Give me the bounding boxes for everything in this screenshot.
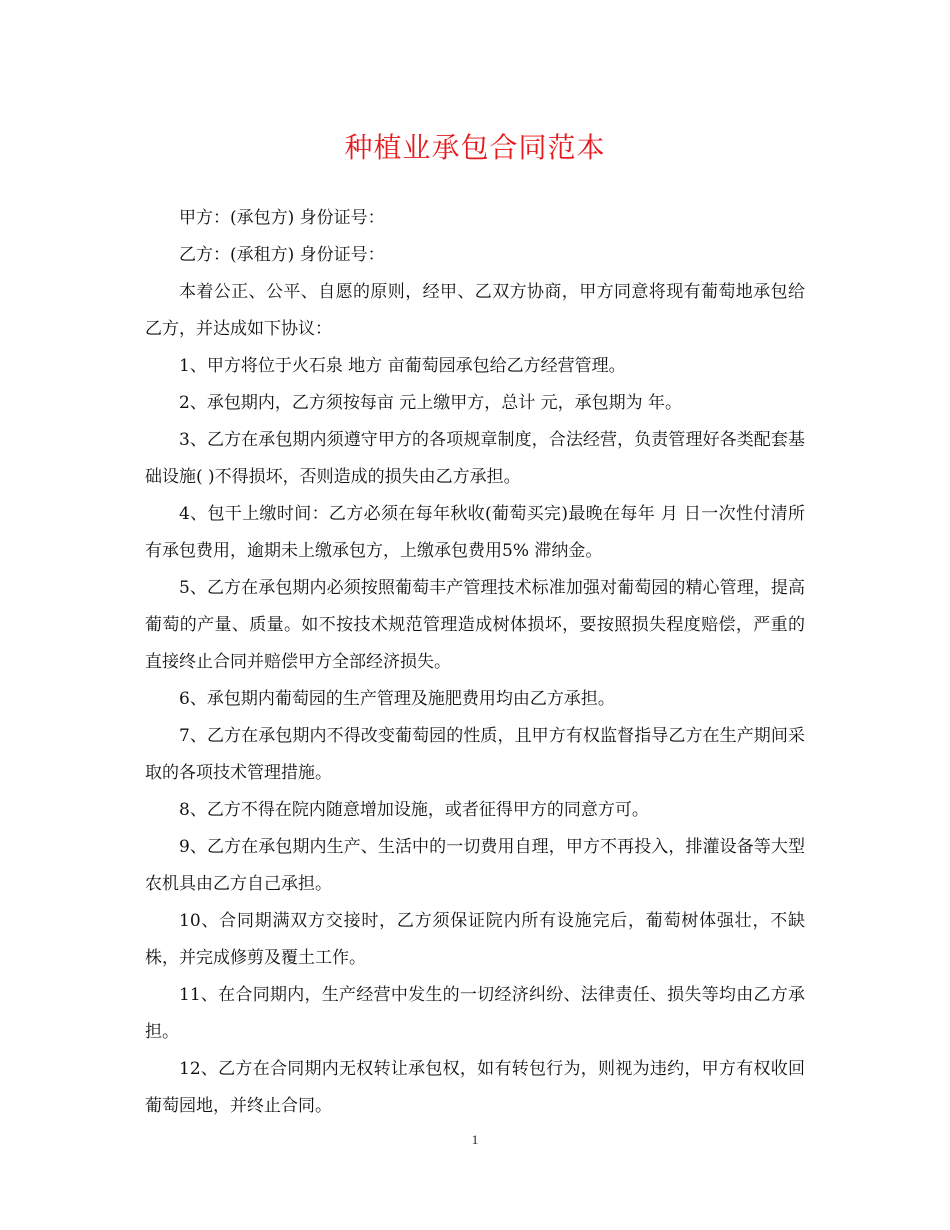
- party-b-line: 乙方：(承租方) 身份证号：: [179, 245, 385, 265]
- document-title: 种植业承包合同范本: [344, 131, 606, 164]
- clause-12: 12、乙方在合同期内无权转让承包权，如有转包行为，则视为违约，甲方有权收回葡萄园地，并终止合同。: [145, 1059, 805, 1116]
- clause-11: 11、在合同期内，生产经营中发生的一切经济纠纷、法律责任、损失等均由乙方承担。: [145, 985, 805, 1042]
- clause-5: 5、乙方在承包期内必须按照葡萄丰产管理技术标准加强对葡萄园的精心管理，提高葡萄的产量、质量。如不按技术规范管理造成树体损坏，要按照损失程度赔偿，严重的直接终止合同并赔偿甲方全部经济损失。: [145, 578, 805, 672]
- page-number: 1: [471, 1132, 479, 1147]
- clause-3: 3、乙方在承包期内须遵守甲方的各项规章制度，合法经营，负责管理好各类配套基础设施( )不得损坏，否则造成的损失由乙方承担。: [145, 430, 805, 487]
- clause-7: 7、乙方在承包期内不得改变葡萄园的性质，且甲方有权监督指导乙方在生产期间采取的各项技术管理措施。: [145, 726, 805, 783]
- clause-10: 10、合同期满双方交接时，乙方须保证院内所有设施完后，葡萄树体强壮，不缺株，并完成修剪及覆土工作。: [145, 911, 805, 968]
- clause-1: 1、甲方将位于火石泉 地方 亩葡萄园承包给乙方经营管理。: [179, 356, 626, 376]
- party-a-line: 甲方：(承包方) 身份证号：: [179, 208, 385, 228]
- clause-9: 9、乙方在承包期内生产、生活中的一切费用自理，甲方不再投入，排灌设备等大型农机具由乙方自己承担。: [145, 837, 805, 894]
- preamble-paragraph: 本着公正、公平、自愿的原则，经甲、乙双方协商，甲方同意将现有葡萄地承包给乙方，并达成如下协议：: [145, 282, 805, 339]
- clause-4: 4、包干上缴时间：乙方必须在每年秋收(葡萄买完)最晚在每年 月 日一次性付清所有承包费用，逾期未上缴承包方，上缴承包费用5% 滞纳金。: [145, 504, 805, 561]
- clause-6: 6、承包期内葡萄园的生产管理及施肥费用均由乙方承担。: [179, 689, 615, 709]
- clause-2: 2、承包期内，乙方须按每亩 元上缴甲方，总计 元，承包期为 年。: [179, 393, 683, 413]
- document-body: [145, 200, 805, 1125]
- clause-8: 8、乙方不得在院内随意增加设施，或者征得甲方的同意方可。: [179, 800, 649, 820]
